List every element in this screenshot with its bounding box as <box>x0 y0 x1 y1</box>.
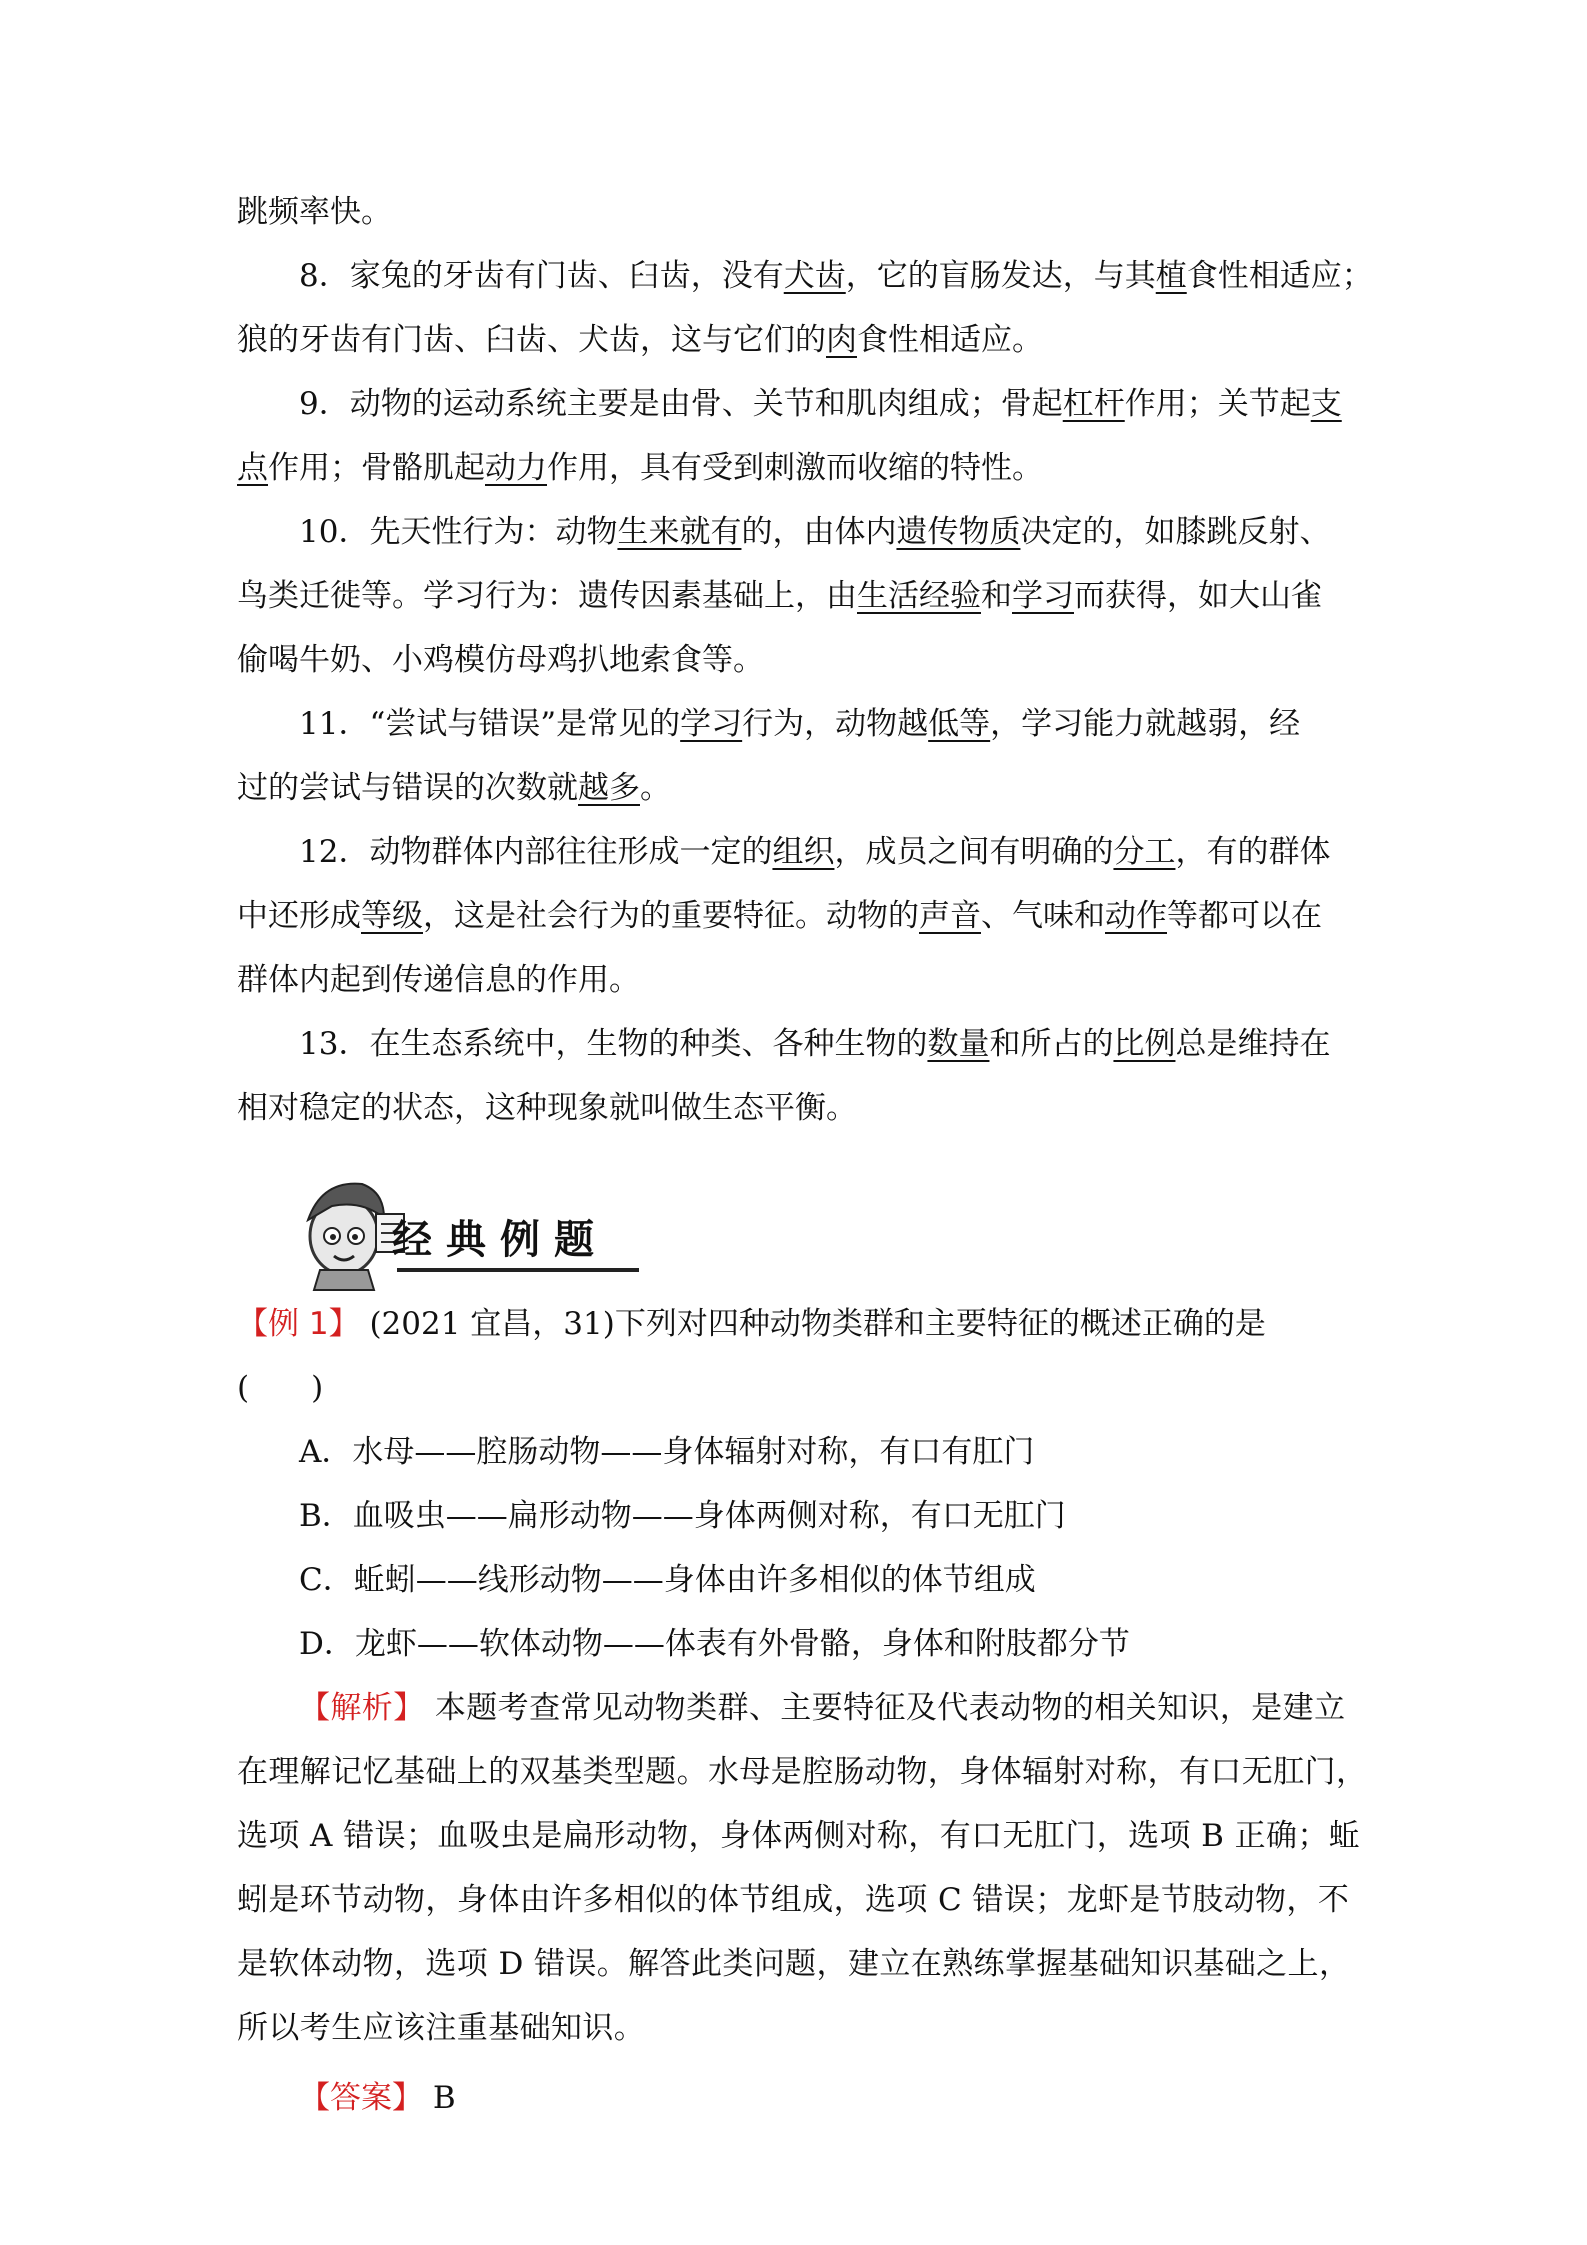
text-run: 和 <box>981 578 1012 614</box>
underlined-term: 动作 <box>1105 898 1167 934</box>
paragraph-line <box>237 692 1362 756</box>
paragraph-line <box>237 884 1362 948</box>
document-page <box>237 180 1373 2130</box>
underlined-term: 植 <box>1155 258 1187 294</box>
text-run: ，有的群体 <box>1175 834 1331 870</box>
text-run: 8．家兔的牙齿有门齿、臼齿，没有 <box>299 258 784 294</box>
option-a: A．水母——腔肠动物——身体辐射对称，有口有肛门 <box>299 1434 1035 1470</box>
paragraph-line <box>237 1076 1362 1140</box>
paragraph-line <box>237 756 1362 820</box>
analysis-line: 是软体动物，选项 D 错误。解答此类问题，建立在熟练掌握基础知识基础之上， <box>237 1946 1351 1982</box>
text-run: ，学习能力就越弱，经 <box>990 706 1301 742</box>
paragraph-line <box>237 180 1362 244</box>
paragraph-line <box>237 308 1362 372</box>
underlined-term: 学习 <box>1012 578 1074 614</box>
analysis-line: 选项 A 错误；血吸虫是扁形动物，身体两侧对称，有口无肛门，选项 B 正确；蚯 <box>237 1818 1361 1854</box>
text-run: 决定的，如膝跳反射、 <box>1020 514 1331 550</box>
analysis-first-line <box>237 1676 1362 1740</box>
underlined-term: 组织 <box>772 834 835 870</box>
text-run: ，成员之间有明确的 <box>834 834 1114 870</box>
example-stem <box>237 1292 1362 1356</box>
underlined-term: 遗传物质 <box>896 514 1021 550</box>
knowledge-points <box>237 180 1373 1140</box>
text-run: 食性相适应。 <box>857 322 1043 358</box>
text-run: 的，由体内 <box>741 514 897 550</box>
underlined-term: 动力 <box>485 450 547 486</box>
text-run: 作用；关节起 <box>1124 386 1311 422</box>
underlined-term: 生来就有 <box>617 514 742 550</box>
text-run: 中还形成 <box>237 898 361 934</box>
text-run: 跳频率快。 <box>237 194 392 230</box>
text-run: 。 <box>640 770 671 806</box>
section-title: 经典例题 <box>392 1217 608 1263</box>
paragraph-line <box>237 244 1373 308</box>
underlined-term: 数量 <box>927 1026 990 1062</box>
underlined-term: 支 <box>1310 386 1342 422</box>
text-run: 作用；骨骼肌起 <box>268 450 485 486</box>
text-run: 行为，动物越 <box>742 706 929 742</box>
analysis-line: 在理解记忆基础上的双基类型题。水母是腔肠动物，身体辐射对称，有口无肛门， <box>237 1754 1368 1790</box>
example-blank: ( ) <box>237 1370 324 1406</box>
underlined-term: 肉 <box>826 322 857 358</box>
text-run: 群体内起到传递信息的作用。 <box>237 962 640 998</box>
section-title-underline <box>397 1268 639 1272</box>
text-run: 9．动物的运动系统主要是由骨、关节和肌肉组成；骨起 <box>299 386 1063 422</box>
example-block <box>237 1292 1368 2130</box>
paragraph-line <box>237 948 1362 1012</box>
underlined-term: 分工 <box>1113 834 1176 870</box>
text-run: 、气味和 <box>981 898 1105 934</box>
answer-line <box>237 2066 1362 2130</box>
text-run: 11．“尝试与错误”是常见的 <box>299 706 681 742</box>
paragraph-line <box>237 372 1362 436</box>
answer-value: B <box>432 2080 456 2116</box>
paragraph-line <box>237 1012 1362 1076</box>
text-run: ，它的盲肠发达，与其 <box>845 258 1156 294</box>
analysis-block <box>237 1676 1368 2060</box>
analysis-line: 蚓是环节动物，身体由许多相似的体节组成，选项 C 错误；龙虾是节肢动物，不 <box>237 1882 1350 1918</box>
text-run: 过的尝试与错误的次数就 <box>237 770 578 806</box>
underlined-term: 生活经验 <box>857 578 981 614</box>
underlined-term: 低等 <box>928 706 991 742</box>
text-run: 而获得，如大山雀 <box>1074 578 1322 614</box>
text-run: 总是维持在 <box>1175 1026 1331 1062</box>
example-label: 【例 1】 <box>237 1306 360 1342</box>
text-run: 和所占的 <box>989 1026 1114 1062</box>
answer-label: 【答案】 <box>299 2080 423 2116</box>
underlined-term: 声音 <box>919 898 981 934</box>
text-run: 食性相适应； <box>1186 258 1373 294</box>
text-run: 狼的牙齿有门齿、臼齿、犬齿，这与它们的 <box>237 322 826 358</box>
paragraph-line <box>237 820 1362 884</box>
text-run: 10．先天性行为：动物 <box>299 514 618 550</box>
text-run: 偷喝牛奶、小鸡模仿母鸡扒地索食等。 <box>237 642 764 678</box>
option-b: B．血吸虫——扁形动物——身体两侧对称，有口无肛门 <box>299 1498 1066 1534</box>
text-run: 等都可以在 <box>1167 898 1322 934</box>
underlined-term: 比例 <box>1113 1026 1176 1062</box>
text-run: 12．动物群体内部往往形成一定的 <box>299 834 773 870</box>
paragraph-line <box>237 500 1362 564</box>
example-stem-text: (2021 宜昌，31)下列对四种动物类群和主要特征的概述正确的是 <box>369 1306 1266 1342</box>
paragraph-line <box>237 564 1362 628</box>
analysis-label: 【解析】 <box>299 1690 425 1726</box>
text-run: ，这是社会行为的重要特征。动物的 <box>423 898 919 934</box>
analysis-text: 本题考查常见动物类群、主要特征及代表动物的相关知识，是建立 <box>434 1690 1346 1726</box>
underlined-term: 学习 <box>680 706 743 742</box>
underlined-term: 等级 <box>361 898 423 934</box>
section-header <box>237 1170 1362 1292</box>
underlined-term: 杠杆 <box>1062 386 1125 422</box>
paragraph-line <box>237 436 1362 500</box>
text-run: 相对稳定的状态，这种现象就叫做生态平衡。 <box>237 1090 857 1126</box>
paragraph-line <box>237 628 1362 692</box>
underlined-term: 点 <box>237 450 268 486</box>
option-list <box>237 1420 1362 1676</box>
underlined-term: 越多 <box>578 770 640 806</box>
option-d: D．龙虾——软体动物——体表有外骨骼，身体和附肢都分节 <box>299 1626 1130 1662</box>
text-run: 鸟类迁徙等。学习行为：遗传因素基础上，由 <box>237 578 857 614</box>
analysis-line: 所以考生应该注重基础知识。 <box>237 2010 646 2046</box>
text-run: 作用，具有受到刺激而收缩的特性。 <box>547 450 1043 486</box>
text-run: 13．在生态系统中，生物的种类、各种生物的 <box>299 1026 928 1062</box>
option-c: C．蚯蚓——线形动物——身体由许多相似的体节组成 <box>299 1562 1036 1598</box>
underlined-term: 犬齿 <box>783 258 846 294</box>
